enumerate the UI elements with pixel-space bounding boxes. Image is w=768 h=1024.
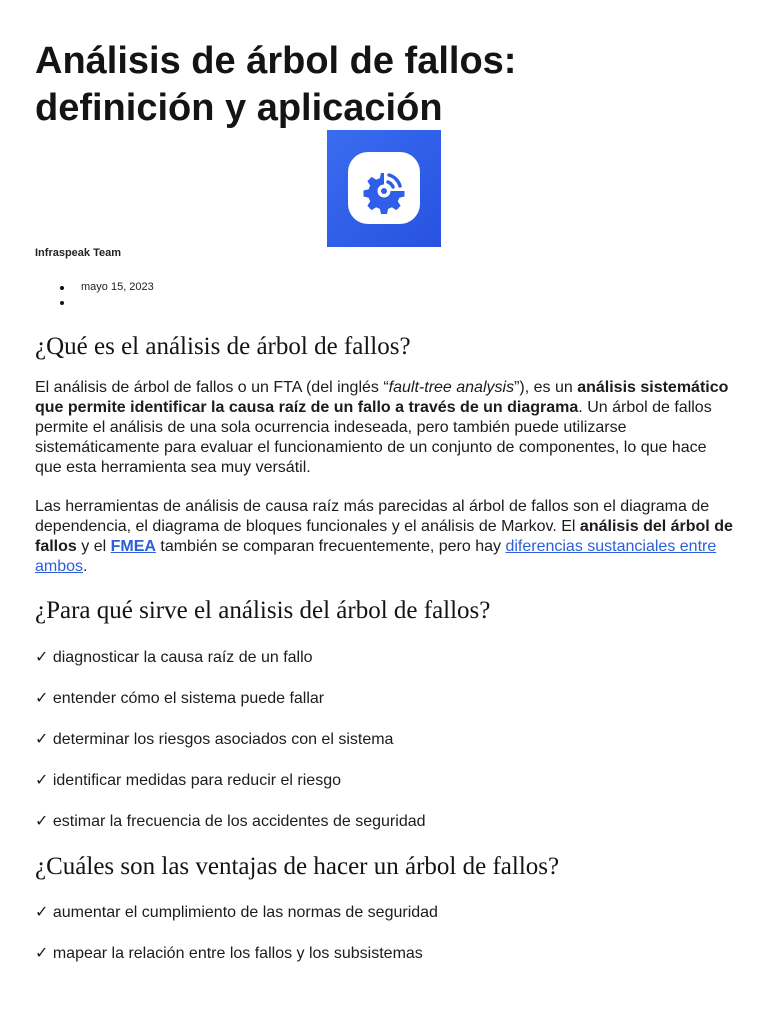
paragraph-comparison: Las herramientas de análisis de causa raíz más parecidas al árbol de fallos son el diagrama de dependencia, el diagrama de bloques funcionales y el análisis de Markov. El análisis del árbol de fallos y el FMEA también se comparan frecuentemente, pero hay diferencias sustanciales entre ambos. — [35, 498, 733, 575]
meta-date: mayo 15, 2023 — [35, 280, 154, 295]
meta-empty — [35, 295, 154, 310]
section-heading-what: ¿Qué es el análisis de árbol de fallos? — [35, 333, 411, 360]
logo-tile — [348, 152, 420, 224]
section-heading-purpose: ¿Para qué sirve el análisis del árbol de fallos? — [35, 597, 491, 624]
purpose-item: ✓ entender cómo el sistema puede fallar — [35, 690, 325, 707]
purpose-item: ✓ diagnosticar la causa raíz de un fallo — [35, 649, 313, 666]
purpose-item: ✓ estimar la frecuencia de los accidentes de seguridad — [35, 813, 426, 830]
advantage-item: ✓ mapear la relación entre los fallos y los subsistemas — [35, 945, 423, 962]
meta-list — [35, 280, 154, 310]
purpose-item: ✓ identificar medidas para reducir el riesgo — [35, 772, 341, 789]
title-line-1: Análisis de árbol de fallos: — [35, 40, 517, 82]
title-line-2: definición y aplicación — [35, 87, 443, 129]
fmea-link[interactable]: FMEA — [110, 538, 156, 555]
paragraph-definition: El análisis de árbol de fallos o un FTA (del inglés “fault-tree analysis”), es un análisis sistemático que permite identificar la causa raíz de un fallo a través de un diagrama. Un árbol de fallos permite el análisis de una sola ocurrencia indeseada, pero también puede utilizarse sistemáticamente para evaluar el funcionamiento de un conjunto de componentes, lo que hace que esta herramienta sea muy versátil. — [35, 379, 729, 476]
advantage-item: ✓ aumentar el cumplimiento de las normas de seguridad — [35, 904, 438, 921]
brand-logo — [327, 130, 441, 247]
page-title — [35, 38, 735, 132]
gear-with-signal-icon — [348, 152, 420, 224]
differences-link[interactable]: diferencias sustanciales entre ambos — [35, 538, 717, 575]
purpose-item: ✓ determinar los riesgos asociados con el sistema — [35, 731, 394, 748]
section-heading-advantages: ¿Cuáles son las ventajas de hacer un árbol de fallos? — [35, 853, 560, 880]
author-name: Infraspeak Team — [35, 247, 122, 259]
